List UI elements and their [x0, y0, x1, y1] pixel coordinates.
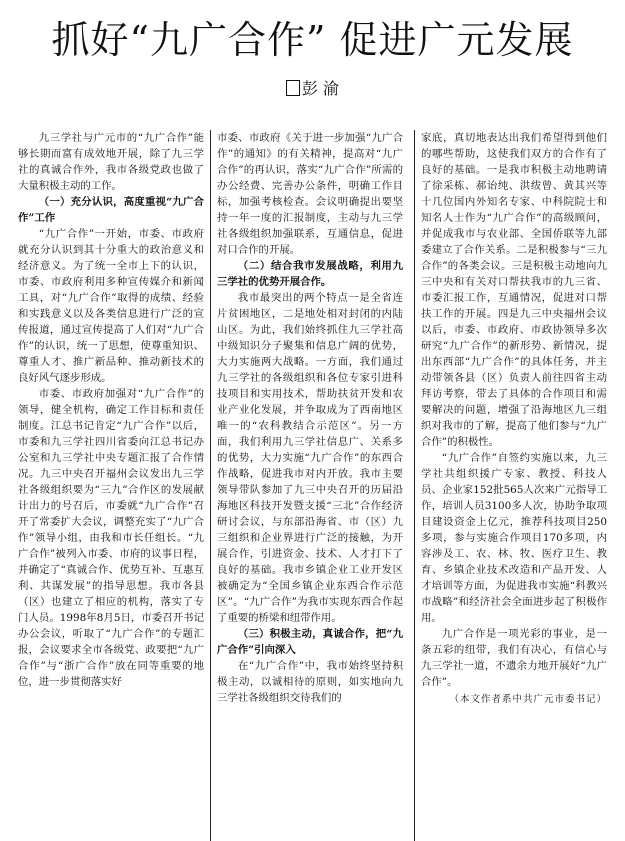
section-heading: （二）结合我市发展战略，利用九三学社的优势开展合作。 [217, 260, 403, 288]
text-column-2 [217, 130, 403, 841]
text-column-3 [421, 130, 607, 841]
section-heading: （一）充分认识，高度重视“九广合作”工作 [18, 196, 204, 224]
byline-box-icon [286, 80, 300, 96]
body-paragraph: “九广合作”一开始，市委、市政府就充分认识到其十分重大的政治意义和经济意义。为了统一全市上下的认识，市委、市政府利用多种宣传媒介和新闻工具，对“九广合作”取得的成绩、经验和实践意义以及各类信息进行广泛的宣传报道，通过宣传提高了人们对“九广合作”的认识，统一了思想，使尊重知识、尊重人才、推广新品种、推动新技术的良好风气逐步形成。 [18, 228, 204, 384]
body-paragraph: 九三学社与广元市的“九广合作”能够长期而富有成效地开展，除了九三学社的真诚合作外，我市各级党政也做了大量积极主动的工作。 [18, 132, 204, 192]
body-paragraph: “九广合作”自签约实施以来，九三学社共组织援广专家、教授、科技人员、企业家152批565人次来广元指导工作，培训人员3100多人次，协助争取项目建设资金上亿元，推荐科技项目250多项，参与实施合作项目170多项，内容涉及工、农、林、牧、医疗卫生、教育、乡镇企业技术改造和产品开发、人才培训等方面，为促进我市实施“科教兴市战略”和经济社会全面进步起了积极作用。 [421, 452, 607, 624]
author-name: 彭 渝 [301, 79, 340, 98]
author-note: （本文作者系中共广元市委书记） [449, 694, 607, 705]
body-paragraph: 市委、市政府《关于进一步加强“九广合作”的通知》的有关精神，提高对“九广合作”的再认识，落实“九广合作”所需的办公经费、完善办公条件，明确工作目标，加强考核检查。会议明确提出要坚持一年一度的汇报制度，主动与九三学社各级组织加强联系，互通信息，促进对口合作的开展。 [217, 132, 403, 256]
section-heading: （三）积极主动，真诚合作，把“九广合作”引向深入 [217, 628, 403, 656]
body-paragraph: 九广合作是一项光彩的事业，是一条五彩的纽带，我们有决心，有信心与九三学社一道，不遗余力地开展好“九广合作”。 [421, 628, 607, 688]
body-paragraph: 在“九广合作”中，我市始终坚持积极主动，以诚相待的原则，如实地向九三学社各级组织交待我们的 [217, 660, 403, 704]
article-title: 抓好“九广合作” 促进广元发展 [51, 18, 574, 62]
body-paragraph: 我市最突出的两个特点一是全省连片贫困地区，二是地处相对封闭的内陆山区。为此，我们始终抓住九三学社高中级知识分子聚集和信息广阔的优势，大力实施两大战略。一方面，我们通过九三学社的各级组织和各位专家引进科技项目和实用技术，帮助扶贫开发和农业产业化发展，并争取成为了西南地区唯一的“农科教结合示范区”。另一方面，我们利用九三学社信息广、关系多的优势，大力实施“九广合作”的东西合作战略，促进我市对内开放。我市主要领导带队参加了九三中央召开的历届沿海地区科技开发暨支援“三北”合作经济研讨会议，与东部沿海省、市（区）九三组织和企业界进行广泛的接触，为开展合作，引进资金、技术、人才打下了良好的基础。我市乡镇企业工业开发区被确定为“全国乡镇企业东西合作示范区”。“九广合作”为我市实现东西合作起了重要的桥梁和纽带作用。 [217, 292, 403, 624]
body-paragraph: 家底，真切地表达出我们希望得到他们的哪些帮助，这使我们双方的合作有了良好的基础。一是我市积极主动地聘请了徐采栋、郝诒纯、洪绂曾、黄其兴等十几位国内外知名专家、中科院院士和知名人士作为“九广合作”的高级顾问，并促成我市与农业部、全国侨联等九部委建立了合作关系。二是积极参与“三九合作”的各类会议。三是积极主动地向九三中央和有关对口帮扶我市的九三省、市委汇报工作，互通情况，促进对口帮扶工作的开展。四是九三中央福州会议以后，市委、市政府、市政协领导多次研究“九广合作”的新形势、新情况，提出东西部“九广合作”的具体任务，并主动带领各县（区）负责人前往四省主动拜访考察，带去了具体的合作项目和需要解决的问题，增强了沿海地区九三组织对我市的了解，提高了他们参与“九广合作”的积极性。 [421, 132, 607, 448]
body-paragraph: 市委、市政府加强对“九广合作”的领导，健全机构，确定工作目标和责任制度。江总书记肯定“九广合作”以后，市委和九三学社四川省委向江总书记办公室和九三学社中央专题汇报了合作情况。九三中央召开福州会议发出九三学社各级组织要为“三九”合作区的发展献计出力的号召后，市委就“九广合作”召开了常委扩大会议，调整充实了“九广合作”领导小组，由我和市长任组长。“九广合作”被列入市委、市府的议事日程，并确定了“真诚合作、优势互补、互惠互利、共谋发展”的指导思想。我市各县（区）也建立了相应的机构，落实了专门人员。1998年8月5日，市委召开书记办公会议，听取了“九广合作”的专题汇报，会议要求全市各级党、政要把“九广合作”与“浙广合作”放在同等重要的地位，进一步贯彻落实好 [18, 388, 204, 688]
author-byline [0, 78, 625, 100]
text-column-1 [18, 130, 204, 841]
column-divider [210, 130, 211, 841]
column-divider [414, 130, 415, 841]
